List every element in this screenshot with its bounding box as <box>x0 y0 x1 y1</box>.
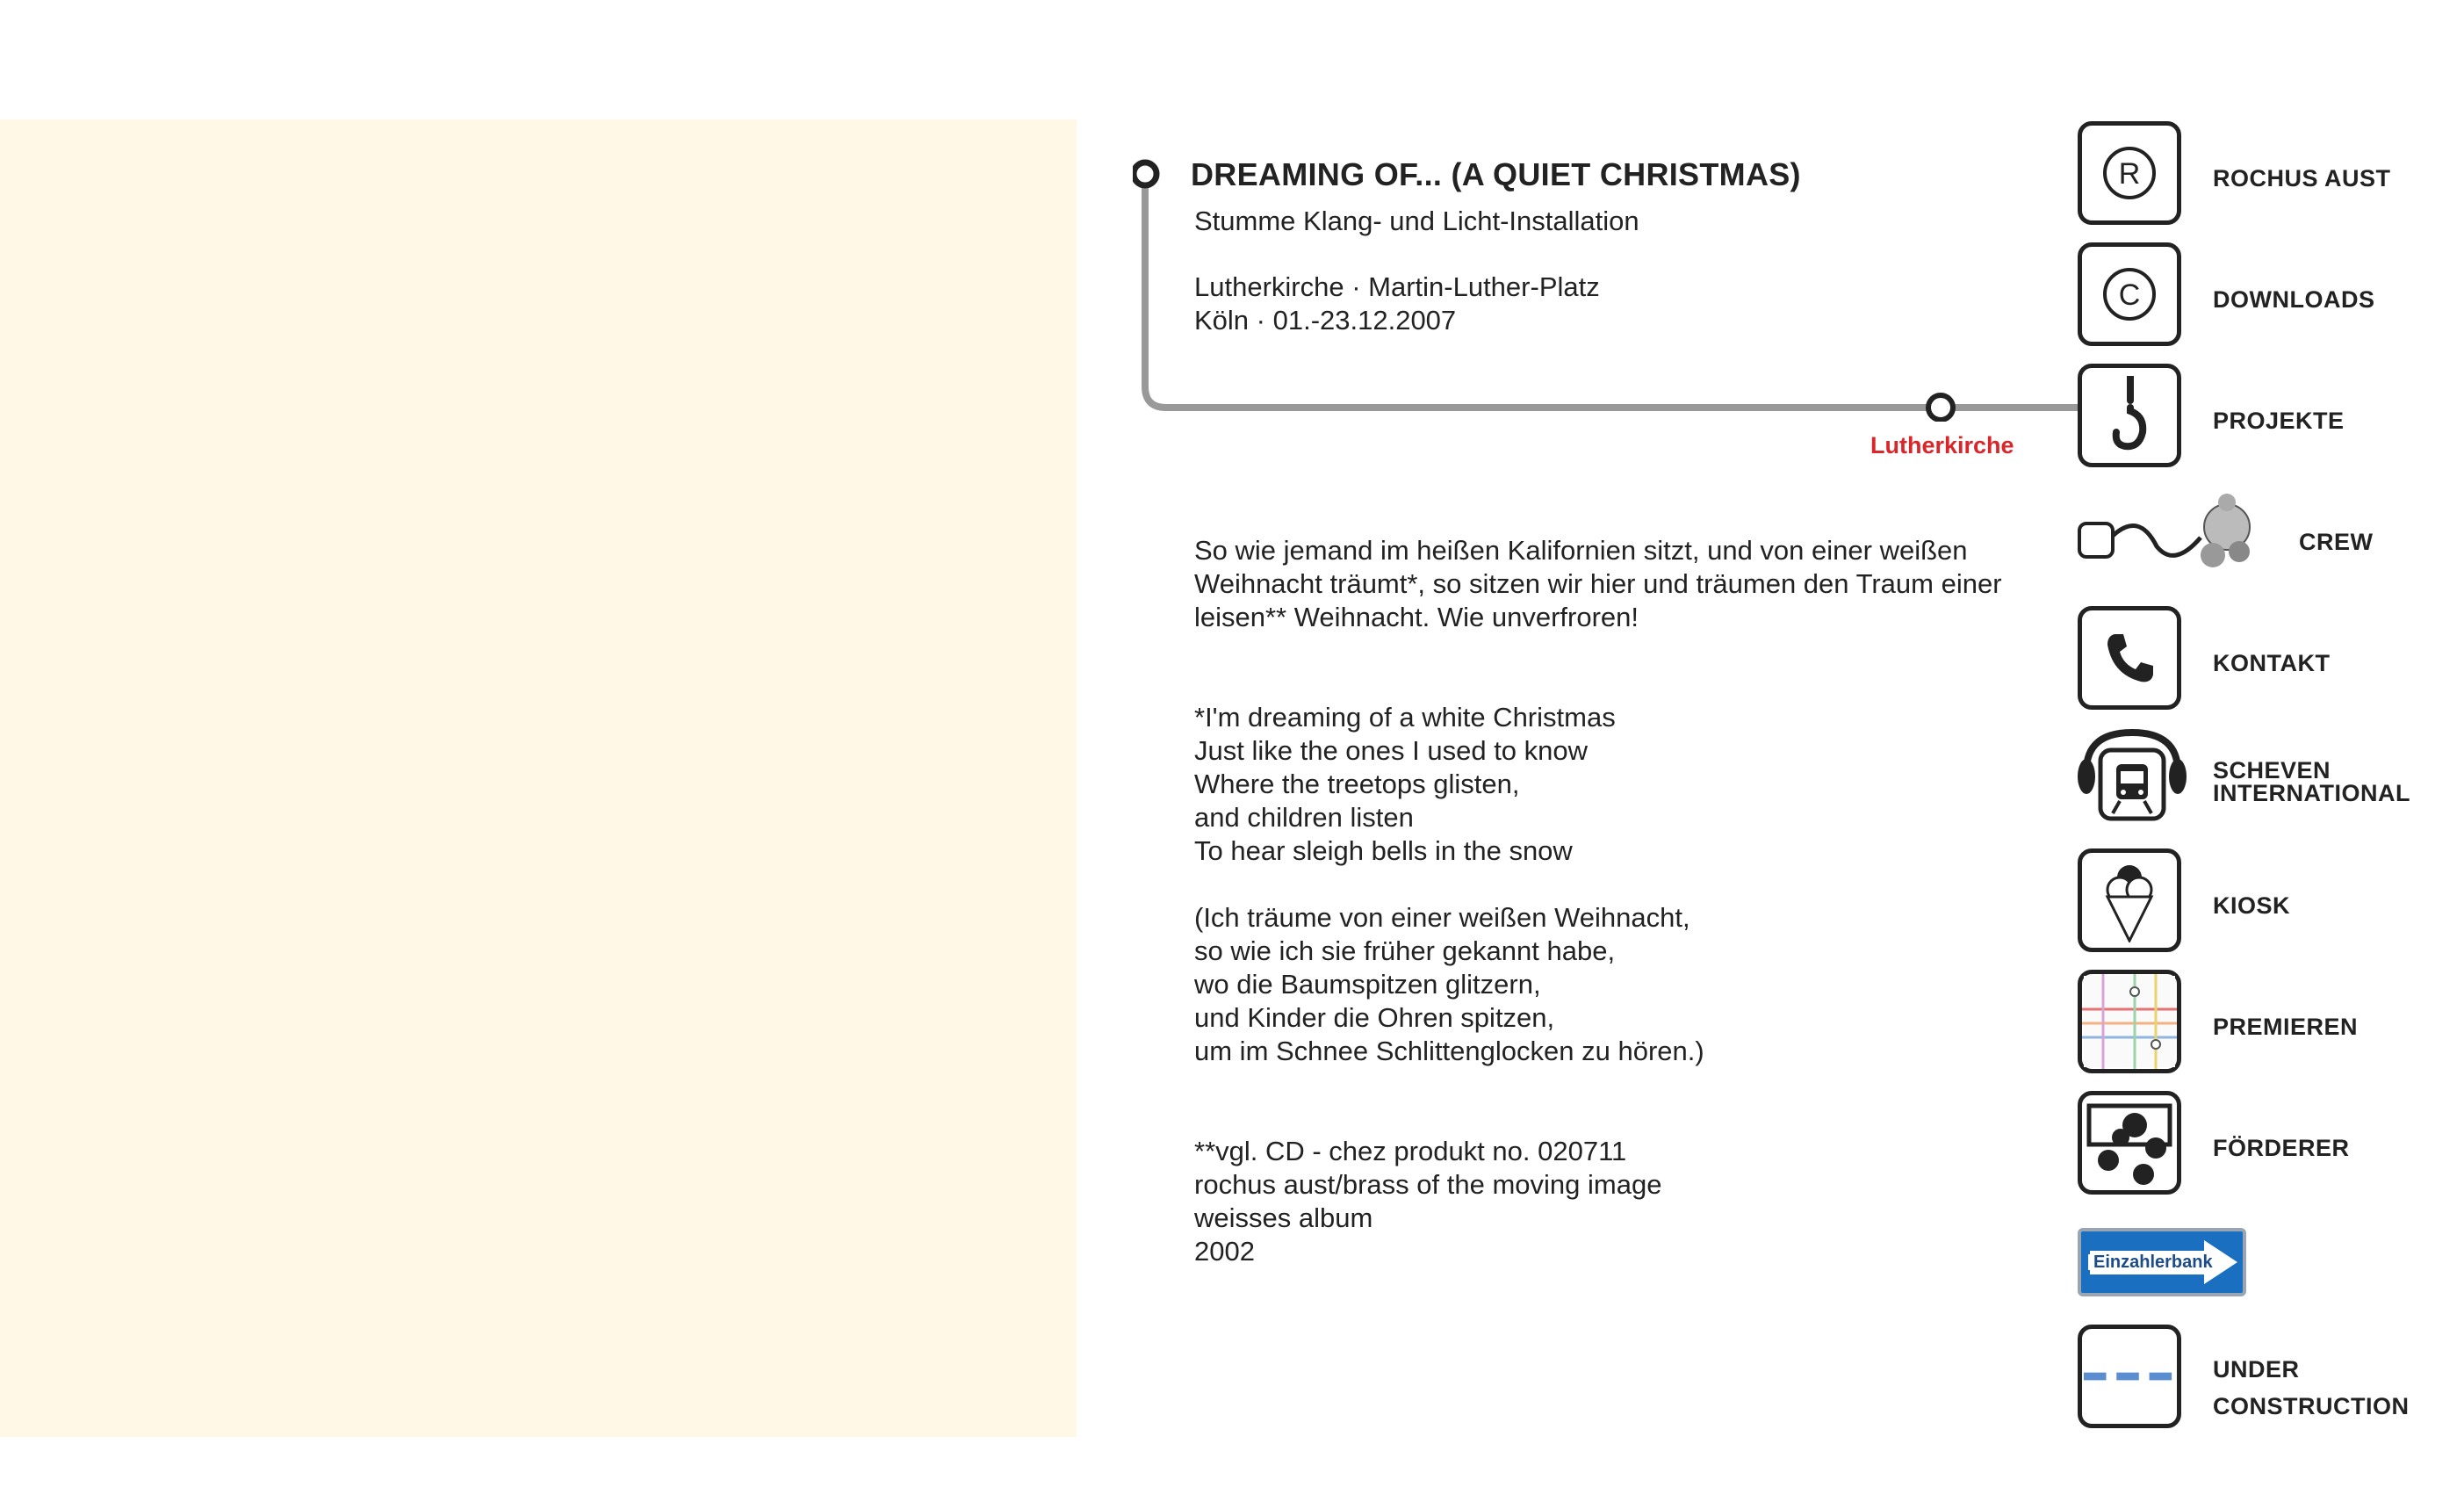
text-line: und Kinder die Ohren spitzen, <box>1194 1002 1555 1033</box>
ice-cream-icon[interactable] <box>2078 848 2181 952</box>
lutherkirche-station-marker[interactable] <box>1928 395 1953 420</box>
nav-label[interactable]: ROCHUS AUST <box>2213 165 2391 191</box>
nav-label-line[interactable]: CONSTRUCTION <box>2213 1393 2410 1419</box>
svg-text:C: C <box>2118 278 2141 312</box>
transit-map-icon[interactable] <box>2078 970 2181 1073</box>
crew-icon[interactable] <box>2078 485 2288 590</box>
nav-item-downloads[interactable] <box>2078 242 2429 350</box>
text-line: (Ich träume von einer weißen Weihnacht, <box>1194 902 1690 933</box>
text-line: 2002 <box>1194 1236 1255 1267</box>
nav-item-kontakt[interactable] <box>2078 606 2429 713</box>
start-station-marker <box>1134 162 1156 185</box>
text-line: To hear sleigh bells in the snow <box>1194 835 1573 866</box>
cream-side-panel <box>0 119 1077 1437</box>
copyright-icon[interactable] <box>2078 242 2181 346</box>
lyrics-english <box>1194 701 1616 868</box>
text-line: Weihnacht träumt*, so sitzen wir hier und träumen den Traum einer <box>1194 568 2002 599</box>
text-line: leisen** Weihnacht. Wie unverfroren! <box>1194 602 1639 632</box>
event-title: DREAMING OF... (A QUIET CHRISTMAS) <box>1191 156 1801 192</box>
nav-item-foerderer[interactable] <box>2078 1091 2429 1198</box>
headphones-train-icon[interactable] <box>2078 727 2187 824</box>
nav-item-under-construction[interactable] <box>2078 1325 2429 1432</box>
nav-label-line[interactable]: UNDER <box>2213 1356 2300 1383</box>
nav-label[interactable]: PREMIEREN <box>2213 1014 2359 1040</box>
text-line: and children listen <box>1194 802 1414 833</box>
dashed-line-icon[interactable] <box>2078 1325 2181 1428</box>
nav-label[interactable]: FÖRDERER <box>2213 1135 2350 1161</box>
event-location <box>1194 271 1600 337</box>
hook-icon[interactable] <box>2078 364 2181 467</box>
nav-item-projekte[interactable] <box>2078 364 2429 471</box>
svg-text:R: R <box>2118 157 2141 191</box>
text-line: so wie ich sie früher gekannt habe, <box>1194 935 1616 966</box>
footnote <box>1194 1135 1661 1268</box>
event-subtitle: Stumme Klang- und Licht-Installation <box>1194 206 1639 236</box>
text-line: weisses album <box>1194 1202 1373 1233</box>
text-line: **vgl. CD - chez produkt no. 020711 <box>1194 1136 1627 1166</box>
nav-label[interactable]: KONTAKT <box>2213 650 2331 676</box>
nav-item-kiosk[interactable] <box>2078 848 2429 956</box>
text-line: Where the treetops glisten, <box>1194 769 1520 799</box>
nav-item-premieren[interactable] <box>2078 970 2429 1077</box>
text-line: um im Schnee Schlittenglocken zu hören.) <box>1194 1036 1704 1066</box>
nav-item-crew[interactable] <box>2078 485 2429 592</box>
nav-label-line[interactable]: SCHEVEN <box>2213 757 2331 783</box>
phone-icon[interactable] <box>2078 606 2181 710</box>
nav-label-line[interactable]: INTERNATIONAL <box>2213 780 2410 806</box>
text-line: wo die Baumspitzen glitzern, <box>1194 969 1541 1000</box>
date-line: Köln · 01.-23.12.2007 <box>1194 305 1457 336</box>
nav-item-scheven-international[interactable] <box>2078 727 2429 834</box>
text-line: *I'm dreaming of a white Christmas <box>1194 702 1616 733</box>
venue-line: Lutherkirche · Martin-Luther-Platz <box>1194 271 1600 302</box>
lyrics-german <box>1194 901 1704 1068</box>
registered-icon[interactable] <box>2078 121 2181 225</box>
einzahlerbank-sign-button[interactable] <box>2078 1228 2246 1296</box>
sign-label[interactable]: Einzahlerbank <box>2090 1251 2216 1274</box>
nav-label[interactable] <box>2213 759 2410 805</box>
station-label[interactable]: Lutherkirche <box>1870 432 2014 458</box>
text-line: So wie jemand im heißen Kalifornien sitzt, und von einer weißen <box>1194 535 1968 566</box>
text-line: rochus aust/brass of the moving image <box>1194 1169 1662 1200</box>
description-paragraph <box>1194 534 2002 634</box>
text-line: Just like the ones I used to know <box>1194 735 1589 766</box>
nav-label[interactable] <box>2213 1351 2410 1425</box>
nav-item-rochus-aust[interactable] <box>2078 121 2429 228</box>
nav-label[interactable]: PROJEKTE <box>2213 408 2345 434</box>
nav-label[interactable]: KIOSK <box>2213 892 2291 919</box>
coins-icon[interactable] <box>2078 1091 2181 1195</box>
nav-label[interactable]: DOWNLOADS <box>2213 286 2375 313</box>
nav-label[interactable]: CREW <box>2299 529 2374 555</box>
